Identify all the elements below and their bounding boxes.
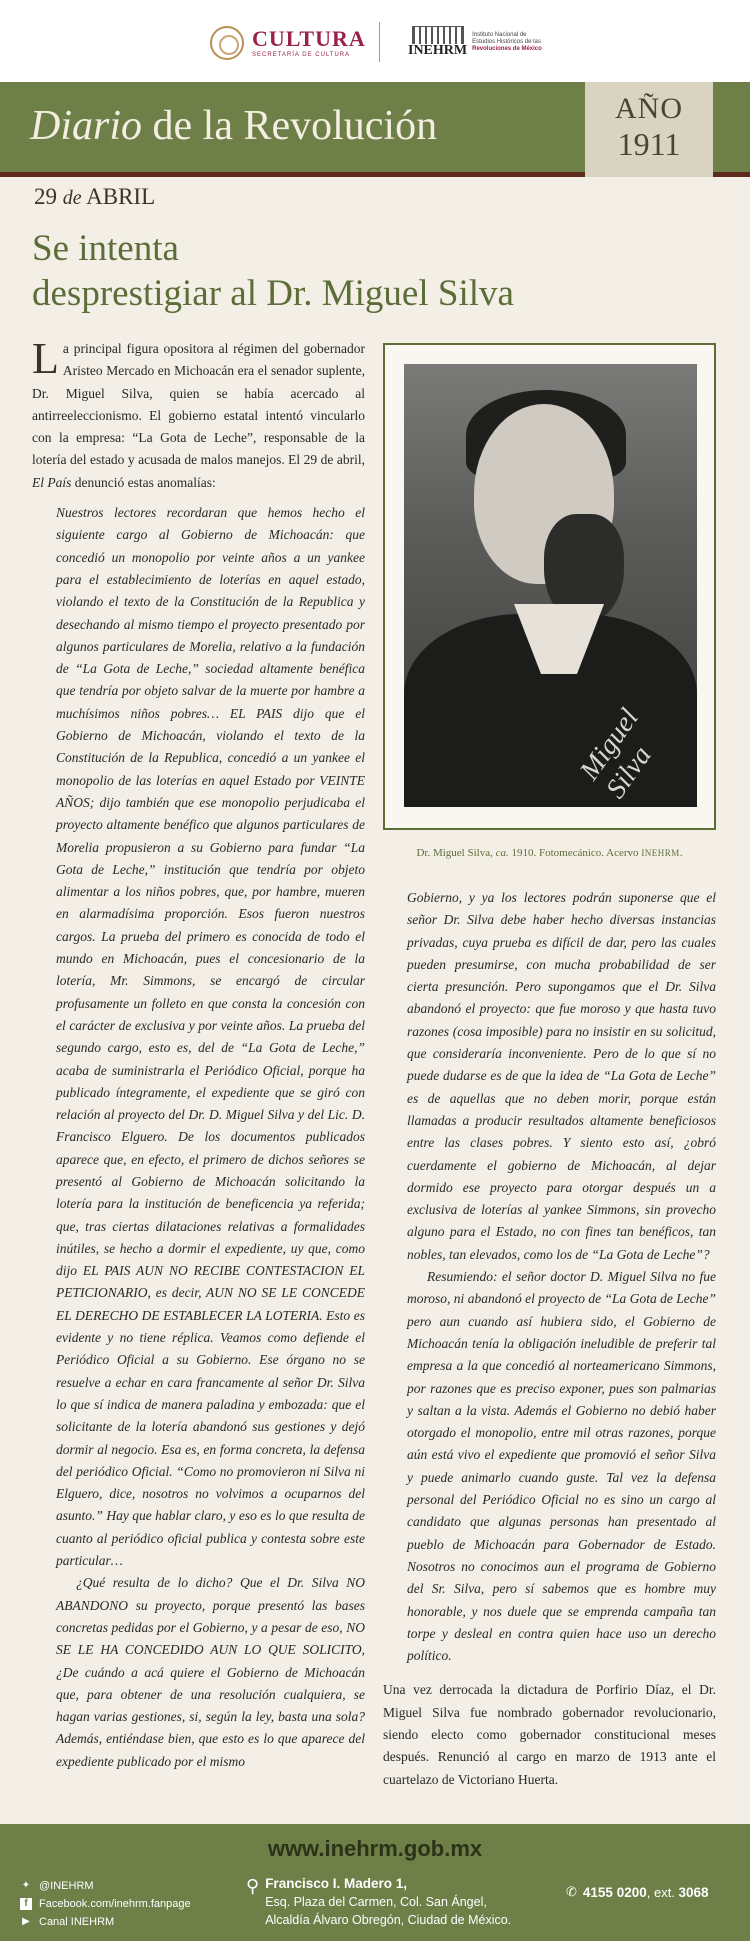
intro-paragraph — [32, 334, 365, 494]
headline-line: Se intenta — [32, 228, 179, 269]
right-column — [383, 887, 716, 1791]
intro-end: denunció estas anomalías: — [71, 474, 216, 490]
left-column — [32, 334, 365, 1773]
headline-line: desprestigiar al Dr. Miguel Silva — [32, 273, 514, 314]
date-day: 29 — [34, 184, 57, 209]
quote-paragraph: Nuestros lectores recordaran que hemos hecho el siguiente cargo al Gobierno de Michoacán: que concedió un monopolio por veinte años a un yankee para el establecimiento de loterías en aquel estado, violando el texto de la Constitución de la Republica y desechando al mismo tiempo el proyecto presentado por algunos particulares de Morelia, relativo a la fundación de “La Gota de Leche,” sociedad altamente benéfica que tendría por objeto salvar de la muerte por hambre a muchísimos niños pobres… EL PAIS dijo que el Gobierno de Michoacán, violando el texto de la Constitución de la Republica, concedió a un yankee el monopolio de las loterías en aquel Estado por VEINTE AÑOS; dijo también que ese monopolio perjudicaba el proyecto altamente benéfico que algunos particulares de Morelia propusieron a su Gobierno para fundar “La Gota de Leche,” institución que tendría por objeto alimentar a los niños pobres, que, por hambre, mueren en alarmadísima proporción. Esos fueron nuestros cargos. La prueba del primero es conocida de todo el mundo en Michoacán, pues el concesionario de la lotería, Mr. Simmons, se encargó de circular profusamente un folleto en que consta la concesión con el carácter de exclusiva y por veinte años. La prueba del segundo cargo, esto es, del de “La Gota de Leche,” acaba de suministrarla el Periódico Oficial, porque ha publicado íntegramente, el expediente que se giró con relación al proyecto del Dr. D. Miguel Silva y del Lic. D. Francisco Elguero. De los documentos publicados aparece que, en efecto, el primero de dichos señores se presentó al Gobierno de Michoacán solicitando la lotería para la institución de beneficencia ya referida; que, tras ciertas dilataciones relativas a formalidades inútiles, se hecho a dormir el expediente, uy que, como dijo EL PAIS AUN NO RECIBE CONTESTACION EL PETICIONARIO, es decir, AUN NO SE LE CONCEDE EL DERECHO DE ESTABLECER LA LOTERIA. Esto es evidente y no tiene réplica. Veamos como defiende el Periódico Oficial a su Gobierno. Ese órgano no se resuelve a echar en cara francamente al señor Dr. Silva lo que sí indica de manera paladina y embozada: que el solicitante de la lotería abandonó sus gestiones y dejó dormir al negocio. Esa es, en forma concreta, la defensa del periódico Oficial. “Como no promovieron ni Silva ni Elguero, dice, nosotros no volvimos a ocuparnos del asunto.” Hay que hablar claro, y eso es lo que resulta de cuanto al periódico oficial publica y contesta sobre este particular… — [56, 505, 365, 1569]
inehrm-desc-line: Revoluciones de México — [472, 45, 542, 52]
date-month: ABRIL — [86, 184, 156, 209]
year-label: AÑO — [615, 92, 683, 125]
article-headline — [32, 226, 592, 316]
facebook-url: Facebook.com/inehrm.fanpage — [39, 1898, 191, 1910]
inehrm-desc-line: Instituto Nacional de — [472, 31, 527, 38]
title-italic: Diario — [30, 103, 143, 149]
drop-cap: L — [32, 334, 59, 383]
entry-date — [34, 184, 155, 210]
location-pin-icon: ⚲ — [246, 1876, 260, 1896]
year-value: 1911 — [617, 126, 681, 162]
inehrm-wordmark: INEHRM — [408, 43, 468, 58]
building-icon — [412, 26, 464, 44]
inehrm-desc-line: Estudios Históricos de las — [472, 38, 541, 45]
facebook-icon: f — [20, 1898, 32, 1910]
quote-paragraph: Gobierno, y ya los lectores podrán suponerse que el señor Dr. Silva debe haber hecho diversas instancias privadas, cuya prueba es difícil de dar, pero las cuales pueden presumirse, con mucha probabilidad de ser cierta presunción. Pero supongamos que el Dr. Silva abandonó el proyecto: que fue moroso y que hasta tuvo razones (cosa imposible) para no insistir en su solicitud, que consideraría inconveniente. Pero de lo que sí no puede dudarse es de que la idea de “La Gota de Leche” es de aquellas que no deben morir, porque están llamadas a producir resultados altamente beneficiosos entre las clases pobres. Y siento esto así, ¿obró cuerdamente el gobierno de Michoacán, al dejar dormido ese proyecto para otorgar después un a exclusiva de loterías al yankee Simmons, sin provecho alguno para el Estado, no con fines tan benéficos, tan nobles, tan elevados, como los de “La Gota de Leche”? — [407, 890, 716, 1262]
quote-paragraph: Resumiendo: el señor doctor D. Miguel Silva no fue moroso, ni abandonó el proyecto de “La Gota de Leche” pero aun cuando así hubiera sido, el Gobierno de Michoacán tenía la obligación ineludible de preferir tal empresa a la que concedió al norteamericano Simmons, por razones que es preciso exponer, pues son palmarias y saltan a la vista. Además el Gobierno no debió haber otorgado el monopolio, entre mil otras razones, porque aún está vivo el expediente que promovió el señor Silva y puede animarlo cuando guste. Tal vez la defensa personal del Periódico Oficial no es sino un cargo al candidato que algunas personas han presentado al pueblo de Michoacán para Gobernador de Estado. Nosotros no conocimos aun el programa de Gobierno del Sr. Silva, pero sí sabemos que es hombre muy honorable, y nos duele que se emprenda campaña tan torpe y desleal en contra quien hace uso un derecho político. — [407, 1269, 716, 1664]
youtube-link[interactable] — [20, 1913, 191, 1931]
twitter-icon: ✦ — [21, 1880, 31, 1891]
caption-text: 1910. Fotomecánico. Acervo — [508, 847, 642, 859]
phone-block[interactable] — [566, 1884, 709, 1900]
quote-paragraph: ¿Qué resulta de lo dicho? Que el Dr. Silva NO ABANDONO su proyecto, porque presentó las bases concretas pedidas por el Gobierno, y a pesar de eso, NO SE LE HA CONCEDIDO AUN LO QUE SOLICITO, ¿De cuándo a acá quiere el Gobierno de Michoacán que, para obtener de una resolución cualquiera, se hagan varias gestiones, si, según la ley, basta una sola? Además, entiéndase bien, que esto es lo que aparece del expediente publicado por el mismo — [56, 1575, 365, 1769]
caption-text: . — [679, 847, 683, 859]
twitter-handle: @INEHRM — [39, 1880, 94, 1892]
address-line: Esq. Plaza del Carmen, Col. San Ángel, — [265, 1895, 487, 1909]
caption-ca: ca. — [495, 847, 509, 859]
seal-icon — [210, 26, 244, 60]
year-box — [585, 82, 713, 177]
title-rest: de la Revolución — [142, 103, 438, 149]
photo-signature: Miguel Silva — [574, 703, 658, 805]
social-links — [20, 1877, 191, 1931]
date-de: de — [62, 187, 82, 209]
footer — [0, 1824, 750, 1941]
address-street: Francisco I. Madero 1, — [265, 1876, 407, 1891]
phone-ext: 3068 — [678, 1884, 709, 1900]
facebook-link[interactable] — [20, 1895, 191, 1913]
portrait-frame — [383, 343, 716, 830]
closing-paragraph: Una vez derrocada la dictadura de Porfirio Díaz, el Dr. Miguel Silva fue nombrado gobernador revolucionario, siendo electo como gobernador constitucional meses después. Renunció al cargo en marzo de 1913 ante el cuartelazo de Victoriano Huerta. — [383, 1682, 716, 1787]
caption-inehrm: INEHRM — [641, 848, 680, 858]
twitter-link[interactable] — [20, 1877, 191, 1895]
header-bar — [0, 0, 750, 82]
address-line: Alcaldía Álvaro Obregón, Ciudad de México. — [265, 1913, 512, 1927]
address-block — [246, 1875, 511, 1929]
phone-ext-label: , ext. — [646, 1884, 679, 1900]
phone-icon: ✆ — [566, 1884, 577, 1899]
intro-text: a principal figura opositora al régimen del gobernador Aristeo Mercado en Michoacán era el senador suplente, Dr. Miguel Silva, quien se había acercado al antirreeleccionismo. El gobierno estatal intentó vincularlo con la empresa: “La Gota de Leche”, responsable de la lotería del estado y acusada de malos manejos. El 29 de abril, — [32, 341, 365, 468]
photo-caption — [383, 847, 716, 859]
cultura-logo[interactable] — [210, 26, 366, 60]
newspaper-name: El País — [32, 474, 72, 490]
cultura-wordmark: CULTURA — [252, 26, 366, 51]
website-link[interactable]: www.inehrm.gob.mx — [267, 1836, 483, 1861]
cultura-subtitle: SECRETARÍA DE CULTURA — [252, 52, 351, 58]
play-icon: ▶ — [22, 1916, 30, 1927]
inehrm-logo[interactable] — [408, 26, 550, 58]
logo-divider — [379, 22, 380, 62]
inehrm-description — [472, 32, 550, 53]
publication-title — [30, 100, 437, 152]
phone-number: 4155 0200 — [582, 1884, 647, 1900]
caption-text: Dr. Miguel Silva, — [416, 847, 496, 859]
portrait-photo — [404, 364, 697, 807]
canal-label: Canal INEHRM — [39, 1916, 115, 1928]
